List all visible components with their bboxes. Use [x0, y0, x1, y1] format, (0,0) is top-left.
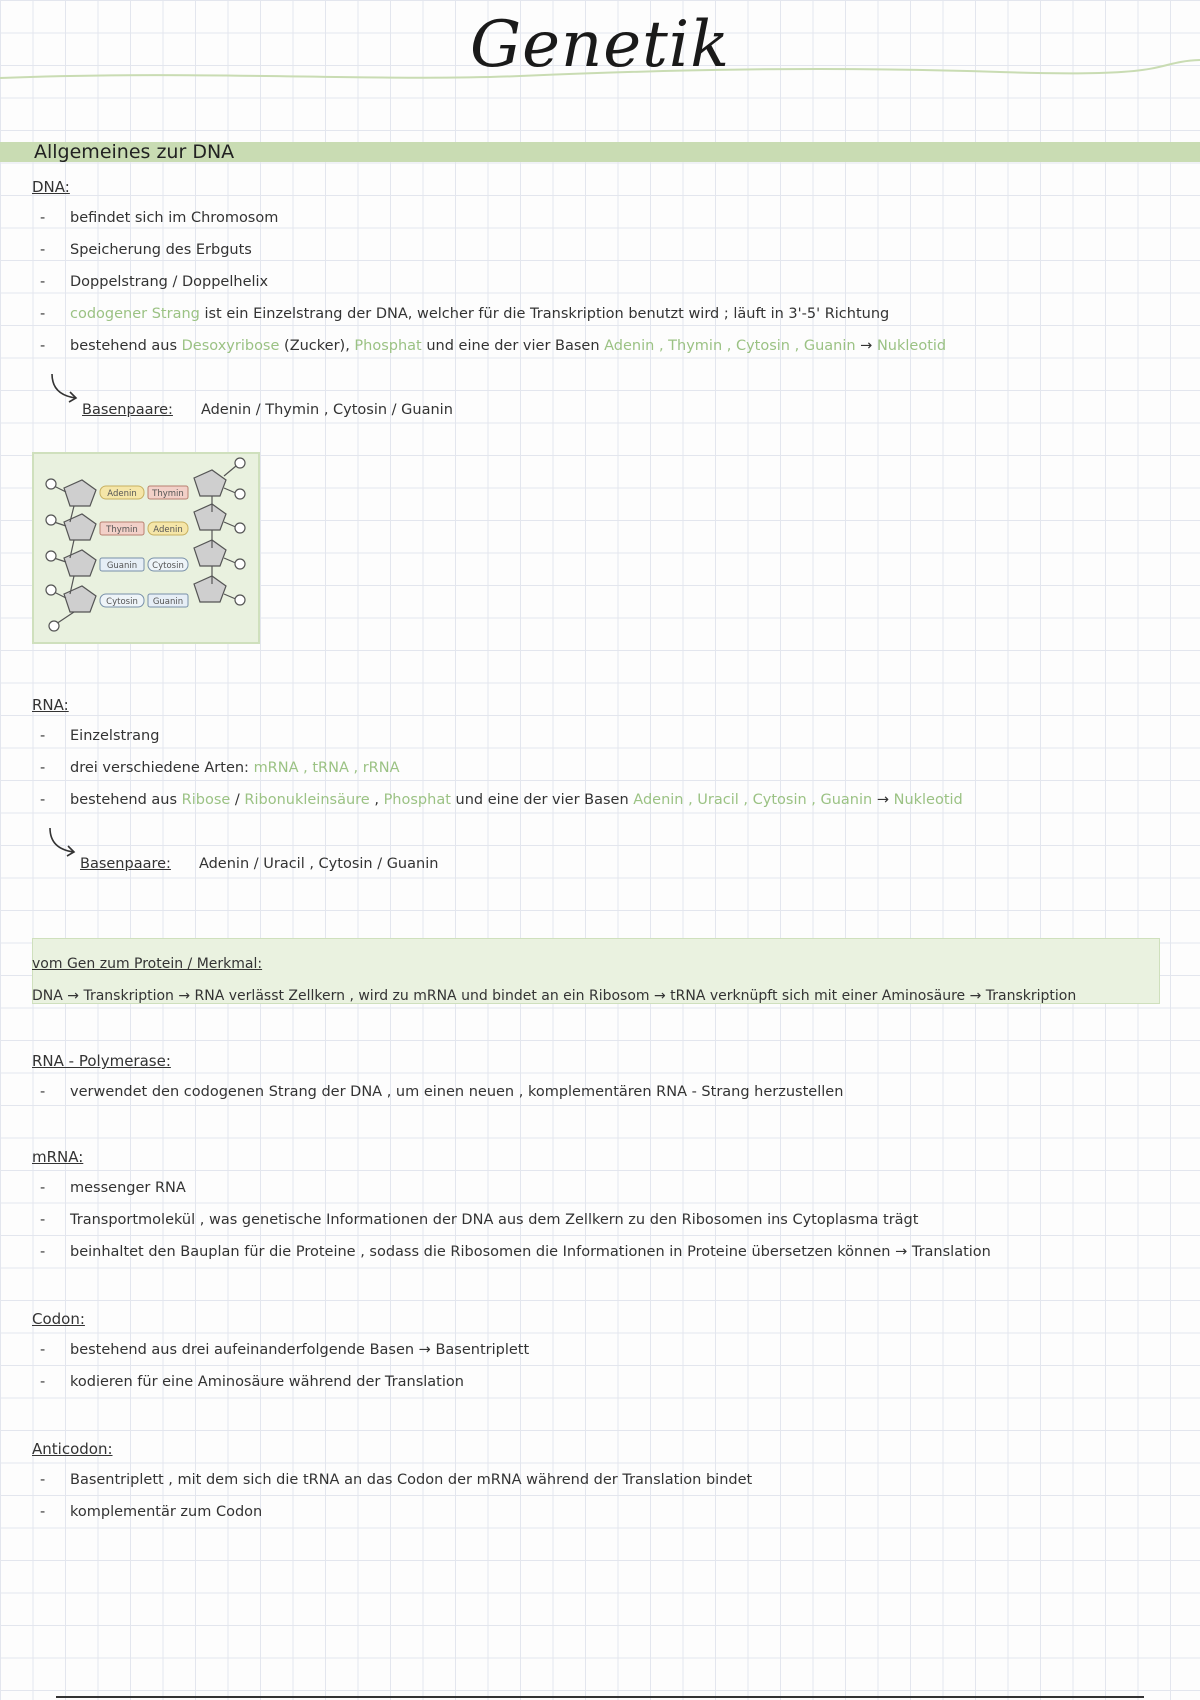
bullet-dash: -: [40, 1504, 46, 1520]
page-title: Genetik: [469, 8, 731, 82]
dna-diagram: [32, 452, 260, 644]
base-label-left-1: Adenin: [107, 489, 137, 499]
base-label-left-4: Cytosin: [106, 597, 138, 607]
bullet-text: /: [230, 792, 245, 808]
mrna-heading: mRNA:: [32, 1148, 84, 1166]
footer-divider: [56, 1696, 1144, 1698]
bullet-text: Doppelstrang / Doppelhelix: [70, 274, 269, 290]
bullet-text: Transportmolekül , was genetische Informationen der DNA aus dem Zellkern zu den Ribosomen ins Cytoplasma trägt: [70, 1212, 919, 1228]
bullet-text: und eine der vier Basen: [450, 792, 634, 808]
bullet-item: [40, 242, 252, 258]
bullet-text: Speicherung des Erbguts: [70, 242, 252, 258]
base-label-right-1: Thymin: [152, 489, 184, 499]
polymerase-heading: RNA - Polymerase:: [32, 1052, 171, 1070]
highlighted-term: Phosphat: [383, 792, 451, 808]
bullet-dash: -: [40, 242, 46, 258]
bullet-item: [40, 210, 278, 226]
bullet-text: beinhaltet den Bauplan für die Proteine , sodass die Ribosomen die Informationen in Proteine übersetzen können → Translation: [70, 1244, 991, 1260]
bullet-text: →: [855, 338, 877, 354]
base-label-right-3: Cytosin: [152, 561, 184, 571]
bullet-dash: -: [40, 338, 46, 354]
base-label-left-2: Thymin: [106, 525, 138, 535]
highlighted-term: Desoxyribose: [181, 338, 280, 354]
anticodon-heading: Anticodon:: [32, 1440, 113, 1458]
bullet-text: (Zucker),: [279, 338, 355, 354]
sugar-left-4: [64, 586, 96, 612]
highlighted-term: Nukleotid: [876, 338, 947, 354]
bullet-dash: -: [40, 1472, 46, 1488]
highlighted-term: Phosphat: [354, 338, 422, 354]
bullet-text: Einzelstrang: [70, 728, 160, 744]
rna-basenpaare: [80, 856, 438, 872]
title-underline-decoration: [0, 52, 1200, 92]
section-title: Allgemeines zur DNA: [34, 141, 235, 163]
bullet-dash: -: [40, 1180, 46, 1196]
dna-heading: DNA:: [32, 178, 70, 196]
basenpaare-value: Adenin / Uracil , Cytosin / Guanin: [198, 856, 439, 872]
basenpaare-label: Basenpaare:: [82, 402, 173, 418]
highlighted-term: Ribose: [181, 792, 231, 808]
basenpaare-value: Adenin / Thymin , Cytosin / Guanin: [200, 402, 453, 418]
bullet-text: komplementär zum Codon: [70, 1504, 263, 1520]
curved-arrow-icon: [46, 826, 80, 858]
sugar-left-2: [64, 514, 96, 540]
bullet-item: [40, 1342, 529, 1358]
bullet-text: kodieren für eine Aminosäure während der Translation: [70, 1374, 464, 1390]
bullet-text: messenger RNA: [70, 1180, 186, 1196]
bullet-item: [40, 1374, 464, 1390]
bullet-dash: -: [40, 306, 46, 322]
base-label-right-2: Adenin: [153, 525, 183, 535]
bullet-item: [40, 760, 400, 776]
base-label-left-3: Guanin: [106, 561, 138, 571]
bullet-text: ,: [369, 792, 384, 808]
codon-heading: Codon:: [32, 1310, 85, 1328]
highlighted-term: mRNA , tRNA , rRNA: [253, 760, 400, 776]
bullet-item: [40, 1504, 262, 1520]
bullet-dash: -: [40, 210, 46, 226]
bullet-text: bestehend aus drei aufeinanderfolgende Basen → Basentriplett: [70, 1342, 530, 1358]
highlighted-term: Nukleotid: [893, 792, 963, 808]
bullet-item: [40, 728, 159, 744]
rna-heading: RNA:: [32, 696, 69, 714]
bullet-item: [40, 1084, 843, 1100]
dna-diagram-svg: [34, 454, 258, 642]
bullet-item: [40, 306, 889, 322]
bullet-text: ist ein Einzelstrang der DNA, welcher für die Transkription benutzt wird ; läuft in 3'-5' Richtung: [199, 306, 890, 322]
base-label-right-4: Guanin: [152, 597, 184, 607]
sugar-left-1: [64, 480, 96, 506]
bullet-dash: -: [40, 1084, 46, 1100]
sugar-right-1: [194, 470, 226, 496]
bullet-item: [40, 1244, 991, 1260]
bullet-item: [40, 274, 268, 290]
bullet-text: Basentriplett , mit dem sich die tRNA an das Codon der mRNA während der Translation bindet: [70, 1472, 753, 1488]
bullet-text: drei verschiedene Arten:: [70, 760, 254, 776]
bullet-dash: -: [40, 1244, 46, 1260]
bullet-item: [40, 1180, 186, 1196]
bullet-dash: -: [40, 1212, 46, 1228]
dna-basenpaare: [82, 402, 453, 418]
bullet-text: →: [872, 792, 894, 808]
bullet-text: und eine der vier Basen: [421, 338, 605, 354]
bullet-dash: -: [40, 792, 46, 808]
bullet-dash: -: [40, 1342, 46, 1358]
bullet-item: [40, 1212, 918, 1228]
bullet-item: [40, 338, 946, 354]
sugar-right-3: [194, 540, 226, 566]
highlighted-term: codogener Strang: [70, 306, 200, 322]
bullet-text: befindet sich im Chromosom: [70, 210, 279, 226]
highlighted-term: Ribonukleinsäure: [244, 792, 370, 808]
bullet-text: verwendet den codogenen Strang der DNA , um einen neuen , komplementären RNA - Strang herzustellen: [70, 1084, 844, 1100]
summary-text: DNA → Transkription → RNA verlässt Zellkern , wird zu mRNA und bindet an ein Ribosom → tRNA verknüpft sich mit einer Aminosäure → Transkription: [32, 988, 1077, 1004]
sugar-right-2: [194, 504, 226, 530]
bullet-dash: -: [40, 1374, 46, 1390]
bullet-item: [40, 1472, 752, 1488]
highlighted-term: Adenin , Thymin , Cytosin , Guanin: [604, 338, 856, 354]
sugar-right-4: [194, 576, 226, 602]
bullet-text: bestehend aus: [70, 338, 182, 354]
sugar-left-3: [64, 550, 96, 576]
bullet-dash: -: [40, 728, 46, 744]
curved-arrow-icon: [48, 372, 82, 404]
basenpaare-label: Basenpaare:: [80, 856, 171, 872]
bullet-dash: -: [40, 274, 46, 290]
highlighted-term: Adenin , Uracil , Cytosin , Guanin: [633, 792, 873, 808]
bullet-item: [40, 792, 963, 808]
bullet-text: bestehend aus: [70, 792, 182, 808]
summary-heading: vom Gen zum Protein / Merkmal:: [32, 956, 263, 972]
bullet-dash: -: [40, 760, 46, 776]
